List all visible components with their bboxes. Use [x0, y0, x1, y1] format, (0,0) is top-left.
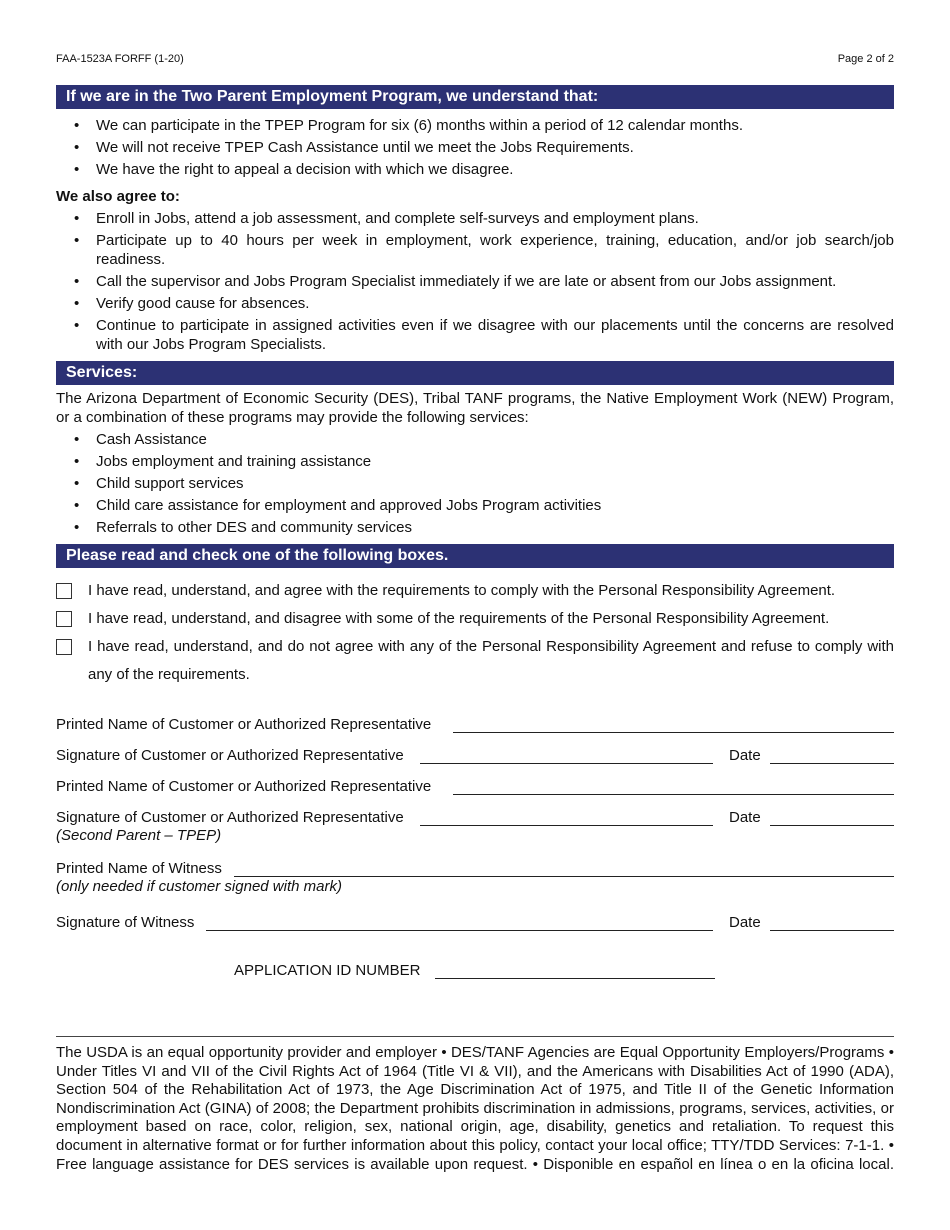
date-1-field[interactable] [770, 763, 894, 764]
signature-1-field[interactable] [420, 763, 713, 764]
signature-2-row [56, 808, 894, 827]
nondiscrimination-statement: The USDA is an equal opportunity provider and employer • DES/TANF Agencies are Equal Opportunity Employers/Programs • Under Titles VI and VII of the Civil Rights Act of 1964 (Title VI & VII), and the Americans with Disabilities Act of 1990 (ADA), Section 504 of the Rehabilitation Act of 1973, the Age Discrimination Act of 1975, and Title II of the Genetic Information Nondiscrimination Act (GINA) of 2008; the Department prohibits discrimination in admissions, programs, services, activities, or employment based on race, color, religion, sex, national origin, age, disability, genetics and retaliation. To request this document in alternative format or for further information about this policy, contact your local office; TTY/TDD Services: 7-1-1. • Free language assistance for DES services is available upon request. • Disponible en español en línea o en la oficina local. [56, 1044, 894, 1173]
date-2-field[interactable] [770, 825, 894, 826]
list-item: • Continue to participate in assigned activities even if we disagree with our placements until the concerns are resolved with our Jobs Program Specialists. [56, 316, 894, 354]
services-list [56, 430, 894, 537]
services-heading: Services: [56, 361, 894, 385]
list-item: • We can participate in the TPEP Program for six (6) months within a period of 12 calendar months. [56, 116, 894, 135]
list-item: • Child care assistance for employment and approved Jobs Program activities [56, 496, 894, 515]
witness-name-label: Printed Name of Witness [56, 860, 222, 877]
witness-name-row [56, 859, 894, 878]
list-item: • We will not receive TPEP Cash Assistance until we meet the Jobs Requirements. [56, 138, 894, 157]
page-number: Page 2 of 2 [837, 53, 894, 65]
list-item: • Cash Assistance [56, 430, 894, 449]
agree-list [56, 209, 894, 354]
signature-2-label: Signature of Customer or Authorized Representative [56, 809, 404, 826]
witness-signature-field[interactable] [206, 930, 713, 931]
checkbox-option-disagree-some [56, 605, 894, 633]
date-label: Date [729, 747, 761, 764]
date-label: Date [729, 809, 761, 826]
application-id-row [234, 961, 734, 980]
date-3-field[interactable] [770, 930, 894, 931]
services-intro: The Arizona Department of Economic Security (DES), Tribal TANF programs, the Native Employment Work (NEW) Program, or a combination of these programs may provide the following services: [56, 390, 894, 426]
date-label: Date [729, 914, 761, 931]
disagree-some-checkbox[interactable] [56, 611, 72, 627]
checkbox-label: I have read, understand, and disagree with some of the requirements of the Personal Responsibility Agreement. [88, 610, 830, 627]
checkbox-option-agree [56, 577, 894, 605]
signature-1-row [56, 746, 894, 765]
printed-name-1-label: Printed Name of Customer or Authorized Representative [56, 716, 432, 733]
list-item: • Call the supervisor and Jobs Program Specialist immediately if we are late or absent from our Jobs assignment. [56, 272, 894, 291]
footer-divider [56, 1036, 894, 1037]
form-id: FAA-1523A FORFF (1-20) [56, 53, 184, 65]
checkbox-label: I have read, understand, and do not agree with any of the Personal Responsibility Agreement and refuse to comply with any of the requirements. [88, 638, 894, 683]
signature-1-label: Signature of Customer or Authorized Representative [56, 747, 404, 764]
tpep-list [56, 116, 894, 179]
list-item: • Jobs employment and training assistance [56, 452, 894, 471]
page-header [56, 53, 894, 67]
witness-signature-label: Signature of Witness [56, 914, 195, 931]
agree-checkbox[interactable] [56, 583, 72, 599]
printed-name-2-row [56, 777, 894, 796]
printed-name-2-label: Printed Name of Customer or Authorized Representative [56, 778, 432, 795]
application-id-label: APPLICATION ID NUMBER [234, 962, 421, 979]
list-item: • Child support services [56, 474, 894, 493]
printed-name-1-row [56, 715, 894, 734]
signature-2-field[interactable] [420, 825, 713, 826]
second-parent-note: (Second Parent – TPEP) [56, 827, 222, 844]
list-item: • Verify good cause for absences. [56, 294, 894, 313]
refuse-checkbox[interactable] [56, 639, 72, 655]
printed-name-1-field[interactable] [453, 732, 894, 733]
printed-name-2-field[interactable] [453, 794, 894, 795]
list-item: • We have the right to appeal a decision with which we disagree. [56, 160, 894, 179]
list-item: • Participate up to 40 hours per week in employment, work experience, training, education, and/or job search/job readiness. [56, 231, 894, 269]
agree-heading: We also agree to: [56, 188, 180, 205]
list-item: • Referrals to other DES and community services [56, 518, 894, 537]
witness-signature-row [56, 913, 894, 932]
application-id-field[interactable] [435, 978, 715, 979]
checkbox-label: I have read, understand, and agree with the requirements to comply with the Personal Responsibility Agreement. [88, 582, 836, 599]
list-item: • Enroll in Jobs, attend a job assessment, and complete self-surveys and employment plans. [56, 209, 894, 228]
tpep-heading: If we are in the Two Parent Employment Program, we understand that: [56, 85, 894, 109]
checkbox-option-refuse [56, 633, 894, 689]
checkbox-heading: Please read and check one of the following boxes. [56, 544, 894, 568]
form-page [56, 0, 894, 1230]
witness-note: (only needed if customer signed with mark) [56, 878, 342, 895]
